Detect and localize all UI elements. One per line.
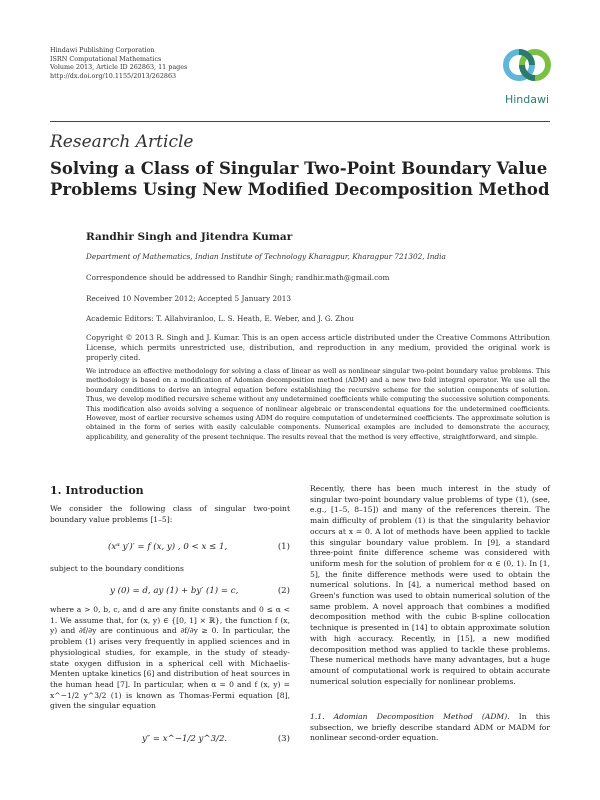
received-dates: Received 10 November 2012; Accepted 5 January 2013	[86, 294, 292, 303]
equation-3-body: y″ = x^−1/2 y^3/2.	[142, 734, 228, 744]
equation-2-body: y (0) = d, ay (1) + by′ (1) = c,	[110, 586, 239, 596]
logo-wordmark: Hindawi	[504, 93, 550, 106]
subsection-text: In this subsection, we briefly describe standard ADM or MADM for nonlinear second-order equation.	[310, 712, 550, 743]
intro-paragraph-3: where a > 0, b, c, and d are any finite constants and 0 ≤ α < 1. We assume that, for (x, y) ∈ {[0, 1] × ℝ}, the function f (x, y) and ∂f/∂y are continuous and ∂f/∂y ≥ 0. In particular, the problem (1) arises very frequently in applied sciences and in physiological studies, for example, in the study of steady-state oxygen diffusion in a spherical cell with Michaelis-Menten uptake kinetics [6] and distribution of heat sources in the human head [7]. In particular, when α = 0 and f (x, y) = x^−1/2 y^3/2 (1) is known as Thomas-Fermi equation [8], given the singular equation	[50, 605, 290, 711]
article-type: Research Article	[50, 132, 194, 152]
hindawi-logo-icon	[498, 45, 556, 91]
authors: Randhir Singh and Jitendra Kumar	[86, 231, 293, 243]
journal-name: ISRN Computational Mathematics	[50, 54, 162, 63]
volume-info: Volume 2013, Article ID 262863, 11 pages	[50, 63, 188, 72]
affiliation: Department of Mathematics, Indian Institute of Technology Kharagpur, Kharagpur 721302, India	[86, 252, 446, 261]
header-divider	[50, 121, 550, 122]
equation-1-number: (1)	[277, 542, 290, 552]
correspondence: Correspondence should be addressed to Randhir Singh; randhir.math@gmail.com	[86, 273, 390, 282]
abstract: We introduce an effective methodology for solving a class of linear as well as nonlinear singular two-point boundary value problems. This methodology is based on a modification of Adomian decomposition method (ADM) and a new two fold integral operator. We use all the boundary conditions to derive an integral equation before establishing the recursive scheme for the solution components of solution. Thus, we develop modified recursive scheme without any undetermined coefficients while computing the successive solution components. This modification also avoids solving a sequence of nonlinear algebraic or transcendental equations for the undetermined coefficients. However, most of earlier recursive schemes using ADM do require computation of undetermined coefficients. The approximate solution is obtained in the form of series with easily calculable components. Numerical examples are included to demonstrate the accuracy, applicability, and generality of the present technique. The results reveal that the method is very effective, straightforward, and simple.	[86, 367, 550, 441]
doi-link[interactable]: http://dx.doi.org/10.1155/2013/262863	[50, 71, 177, 80]
equation-2-number: (2)	[277, 586, 290, 596]
hindawi-logo	[498, 45, 556, 107]
copyright: Copyright © 2013 R. Singh and J. Kumar. This is an open access article distributed under the Creative Commons Attribution License, which permits unrestricted use, distribution, and reproduction in any medium, provided the original work is properly cited.	[86, 333, 550, 362]
subsection-heading: 1.1. Adomian Decomposition Method (ADM).	[310, 712, 510, 721]
equation-1-body: (xᵅ y′)′ = f (x, y) , 0 < x ≤ 1,	[108, 542, 228, 552]
academic-editors: Academic Editors: T. Allahviranloo, L. S. Heath, E. Weber, and J. G. Zhou	[86, 314, 354, 323]
article-title: Solving a Class of Singular Two-Point Boundary Value Problems Using New Modified Decomposition Method	[50, 159, 550, 199]
intro-paragraph-1: We consider the following class of singular two-point boundary value problems [1–5]:	[50, 504, 290, 524]
journal-header	[50, 46, 187, 80]
subsection-paragraph	[310, 712, 550, 744]
publisher: Hindawi Publishing Corporation	[50, 46, 155, 54]
intro-paragraph-2: subject to the boundary conditions	[50, 564, 184, 573]
section-heading: 1. Introduction	[50, 484, 144, 497]
equation-3-number: (3)	[277, 734, 290, 744]
intro-right-paragraph: Recently, there has been much interest in the study of singular two-point boundary value problems of type (1), (see, e.g., [1–5, 8–15]) and many of the references therein. The main difficulty of problem (1) is that the singularity behavior occurs at x = 0. A lot of methods have been applied to tackle this singular boundary value problem. In [9], a standard three-point finite difference scheme was considered with uniform mesh for the solution of problem for α ∈ (0, 1). In [1, 5], the finite difference methods were used to obtain the numerical solutions. In [4], a numerical method based on Green's function was used to obtain numerical solution of the same problem. A novel approach that combines a modified decomposition method with the cubic B-spline collocation technique is presented in [14] to obtain approximate solution with high accuracy. Recently, in [15], a new modified decomposition method was applied to tackle these problems. These numerical methods have many advantages, but a huge amount of computational work is required to obtain accurate numerical solution especially for nonlinear problems.	[310, 484, 550, 686]
